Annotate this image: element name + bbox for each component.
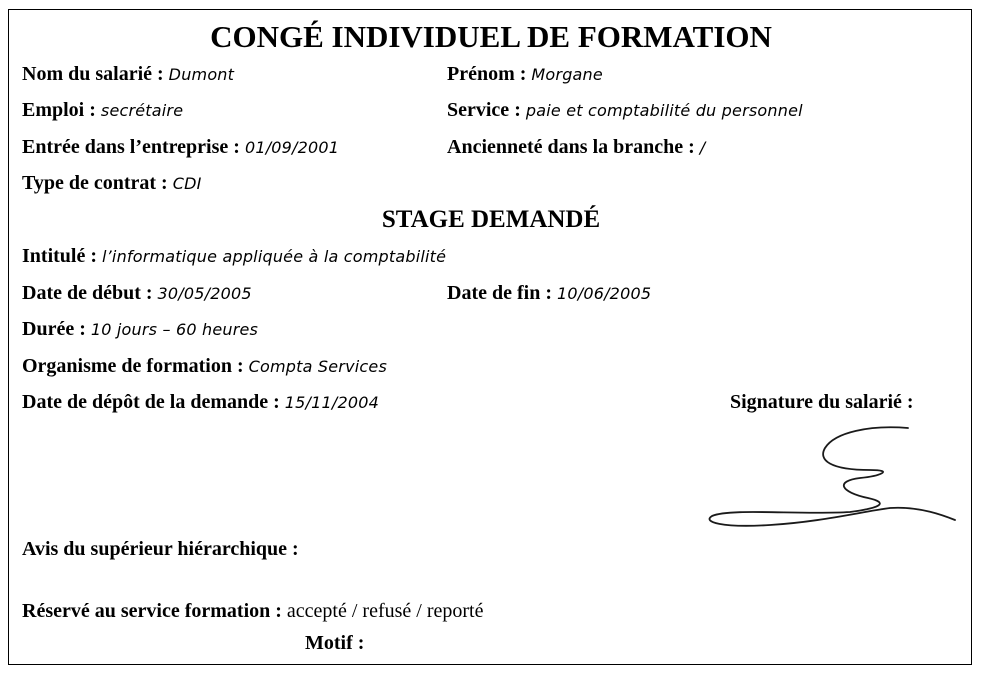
employee-service-row [447, 98, 803, 123]
employee-firstname-value: Morgane [531, 65, 603, 84]
supervisor-row [22, 537, 299, 561]
employee-entry-value: 01/09/2001 [244, 138, 340, 157]
stage-start-label: Date de début : [22, 282, 153, 304]
employee-firstname-label: Prénom : [447, 63, 527, 85]
stage-end-label: Date de fin : [447, 282, 552, 304]
stage-title-label: Intitulé : [22, 245, 97, 267]
employee-name-row [22, 62, 234, 87]
reason-row [305, 631, 364, 655]
employee-job-row [22, 98, 183, 123]
employee-job-label: Emploi : [22, 99, 96, 121]
employee-service-value: paie et comptabilité du personnel [525, 101, 803, 120]
reserved-options: accepté / refusé / reporté [286, 600, 484, 622]
employee-seniority-label: Ancienneté dans la branche : [447, 136, 695, 158]
employee-name-value: Dumont [168, 65, 235, 84]
stage-start-value: 30/05/2005 [157, 284, 252, 303]
employee-entry-row [22, 135, 339, 160]
stage-deposit-row [22, 390, 379, 415]
employee-name-label: Nom du salarié : [22, 63, 164, 85]
stage-org-label: Organisme de formation : [22, 355, 244, 377]
stage-duration-row [22, 317, 258, 342]
employee-service-label: Service : [447, 99, 521, 121]
stage-end-value: 10/06/2005 [556, 284, 652, 303]
employee-entry-label: Entrée dans l’entreprise : [22, 136, 240, 158]
stage-org-value: Compta Services [248, 357, 387, 376]
signature-label: Signature du salarié : [730, 391, 914, 413]
reserved-row [22, 599, 483, 623]
employee-firstname-row [447, 62, 603, 87]
employee-contract-label: Type de contrat : [22, 172, 168, 194]
stage-duration-value: 10 jours – 60 heures [90, 320, 259, 339]
stage-heading: STAGE DEMANDÉ [381, 206, 601, 233]
stage-end-row [447, 281, 651, 306]
handwritten-signature [700, 420, 970, 535]
employee-contract-row [22, 171, 202, 196]
stage-deposit-value: 15/11/2004 [284, 393, 379, 412]
employee-seniority-row [447, 135, 705, 160]
supervisor-label: Avis du supérieur hiérarchique : [22, 538, 299, 560]
stage-deposit-label: Date de dépôt de la demande : [22, 391, 280, 413]
stage-org-row [22, 354, 387, 379]
employee-contract-value: CDI [172, 174, 202, 193]
employee-seniority-value: / [699, 138, 706, 157]
stage-start-row [22, 281, 252, 306]
stage-title-row [22, 244, 446, 269]
reason-label: Motif : [305, 632, 365, 654]
reserved-label: Réservé au service formation : [22, 600, 282, 622]
signature-label-row [730, 390, 914, 414]
stage-duration-label: Durée : [22, 318, 86, 340]
form-title: CONGÉ INDIVIDUEL DE FORMATION [210, 19, 772, 54]
stage-title-value: l’informatique appliquée à la comptabilité [102, 247, 447, 266]
employee-job-value: secrétaire [100, 101, 184, 120]
